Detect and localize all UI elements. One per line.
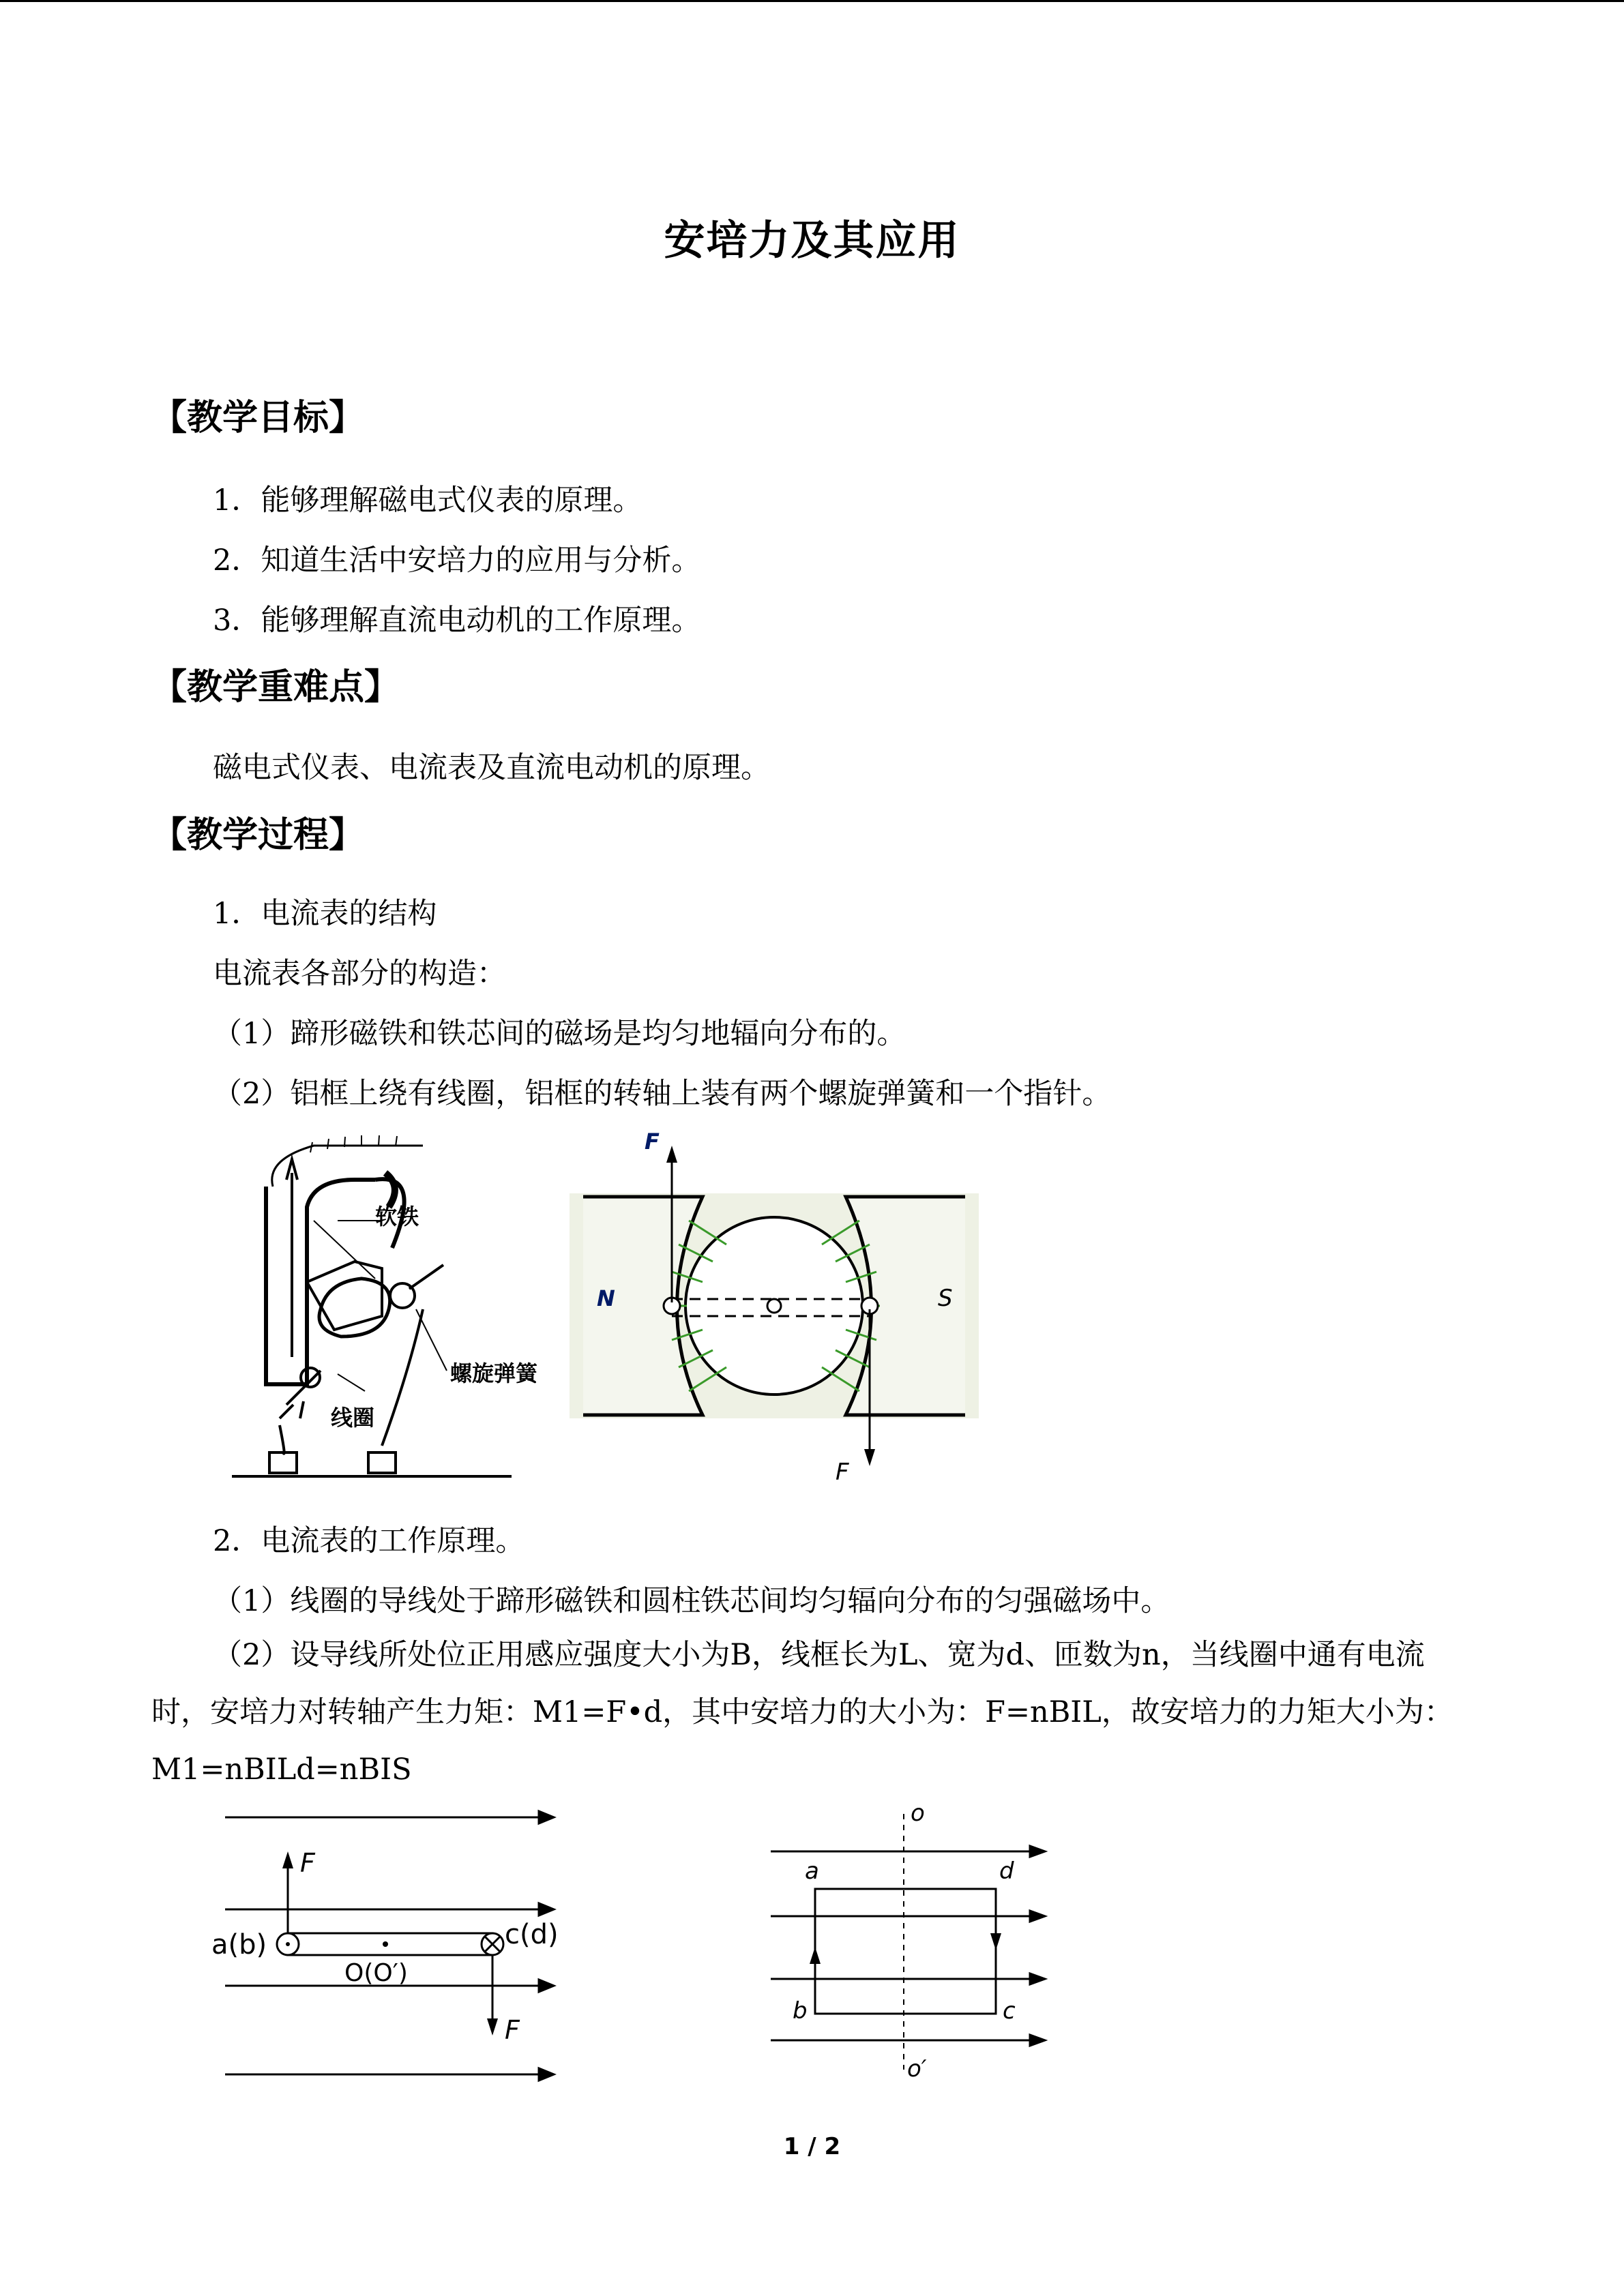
label-cd: c(d): [505, 1919, 559, 1950]
label-f-top: F: [645, 1129, 660, 1154]
label-coil: 线圈: [331, 1405, 375, 1431]
top-view-figure: [757, 1800, 1064, 2093]
key-points-heading: 【教学重难点】: [151, 667, 400, 708]
label-a: a: [805, 1858, 819, 1885]
meter-structure-figure: [218, 1132, 559, 1487]
label-o-prime: o′: [907, 2055, 927, 2083]
side-view-figure: [205, 1807, 573, 2093]
label-n-pole: N: [597, 1285, 615, 1311]
label-b: b: [793, 1997, 808, 2025]
page-title: 安培力及其应用: [664, 217, 960, 265]
top-border: [0, 0, 1624, 2]
radial-field-figure: [570, 1125, 979, 1487]
process-item1-title: 1．电流表的结构: [213, 897, 437, 931]
process-item2-p1: （1）线圈的导线处于蹄形磁铁和圆柱铁芯间均匀辐向分布的匀强磁场中。: [213, 1584, 1170, 1618]
process-item1-p1: （1）蹄形磁铁和铁芯间的磁场是均匀地辐向分布的。: [213, 1017, 906, 1051]
label-axis: O(O′): [344, 1959, 408, 1987]
label-f-top-side: F: [300, 1848, 315, 1878]
label-f-bottom: F: [836, 1459, 849, 1486]
process-item2-title: 2．电流表的工作原理。: [213, 1524, 525, 1558]
objectives-heading: 【教学目标】: [151, 398, 365, 438]
objective-2: 2．知道生活中安培力的应用与分析。: [213, 543, 701, 578]
process-item1-p2: （2）铝框上绕有线圈，铝框的转轴上装有两个螺旋弹簧和一个指针。: [213, 1077, 1112, 1111]
label-soft-iron: 软铁: [375, 1204, 419, 1229]
objective-3: 3．能够理解直流电动机的工作原理。: [213, 603, 701, 638]
label-f-bottom-side: F: [505, 2015, 520, 2045]
label-o: o: [911, 1800, 925, 1827]
label-spring: 螺旋弹簧: [450, 1360, 538, 1386]
label-s-pole: S: [938, 1285, 953, 1312]
label-ab: a(b): [211, 1929, 267, 1960]
process-item1-intro: 电流表各部分的构造：: [213, 957, 506, 991]
key-points-text: 磁电式仪表、电流表及直流电动机的原理。: [213, 751, 770, 785]
process-heading: 【教学过程】: [151, 815, 365, 856]
label-d: d: [999, 1858, 1014, 1885]
objective-1: 1．能够理解磁电式仪表的原理。: [213, 483, 643, 518]
label-c: c: [1003, 1997, 1016, 2025]
process-item2-p2: （2）设导线所处位正用感应强度大小为B，线框长为L、宽为d、匝数为n，当线圈中通有电流时，安培力对转轴产生力矩：M1=F•d，其中安培力的大小为：F=nBIL，故安培力的力矩大小为：M1=nBILd=nBIS: [151, 1638, 1453, 1787]
page-number: 1 / 2: [783, 2133, 841, 2160]
